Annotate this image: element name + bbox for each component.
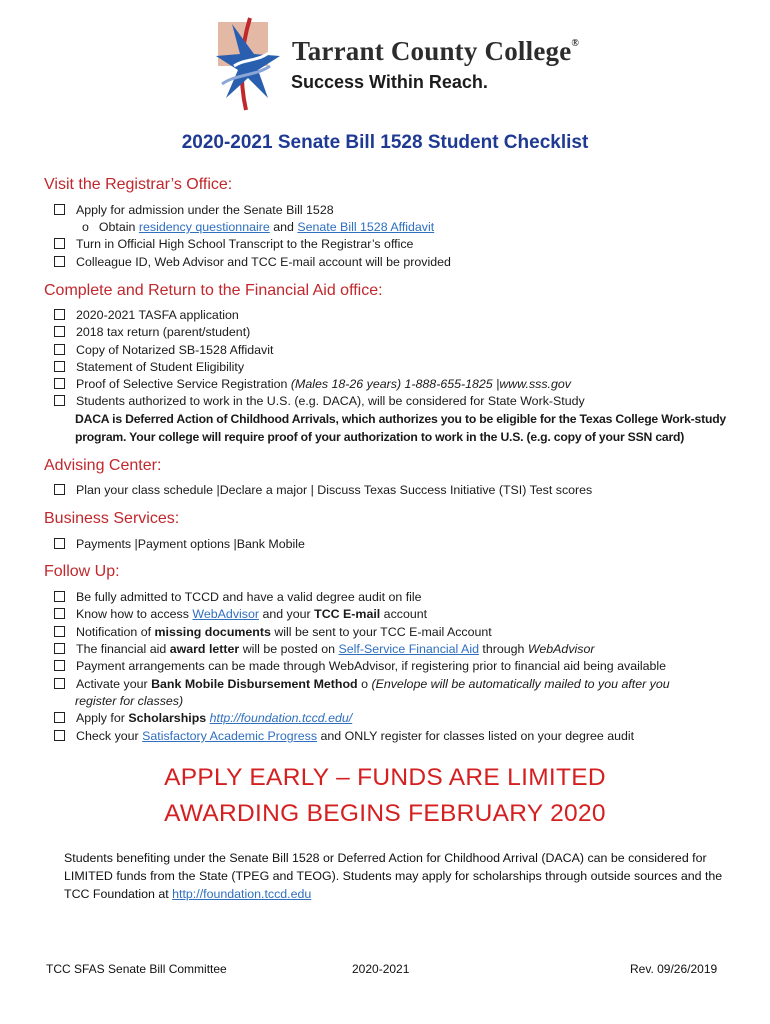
- checkbox-icon: [54, 626, 65, 637]
- checkbox-icon: [54, 204, 65, 215]
- advising-heading: Advising Center:: [44, 457, 162, 474]
- list-item: Proof of Selective Service Registration (Males 18-26 years) 1-888-655-1825 |www.sss.gov: [54, 376, 571, 393]
- list-item: Statement of Student Eligibility: [54, 359, 244, 376]
- foundation-url-link[interactable]: http://foundation.tccd.edu: [172, 887, 312, 901]
- checkbox-icon: [54, 309, 65, 320]
- list-item: 2018 tax return (parent/student): [54, 324, 250, 341]
- list-item: Copy of Notarized SB-1528 Affidavit: [54, 342, 273, 359]
- star-swoosh-logo-icon: [212, 14, 284, 112]
- list-item: Payments |Payment options |Bank Mobile: [54, 536, 305, 553]
- list-item: Colleague ID, Web Advisor and TCC E-mail account will be provided: [54, 254, 451, 271]
- list-item: Know how to access WebAdvisor and your TCC E-mail account: [54, 606, 427, 623]
- list-item: Plan your class schedule |Declare a major | Discuss Texas Success Initiative (TSI) Test scores: [54, 482, 592, 499]
- apply-early-banner: APPLY EARLY – FUNDS ARE LIMITED: [164, 764, 606, 791]
- satisfactory-progress-link[interactable]: Satisfactory Academic Progress: [142, 729, 318, 743]
- list-item: Apply for admission under the Senate Bill 1528: [54, 202, 334, 219]
- residency-questionnaire-link[interactable]: residency questionnaire: [138, 220, 270, 234]
- checkbox-icon: [54, 538, 65, 549]
- list-item-continuation: register for classes): [75, 694, 184, 708]
- list-item: Be fully admitted to TCCD and have a valid degree audit on file: [54, 589, 422, 606]
- list-item: Activate your Bank Mobile Disbursement Method o (Envelope will be automatically mailed to you after you: [54, 676, 670, 693]
- financial-aid-heading: Complete and Return to the Financial Aid office:: [44, 282, 383, 299]
- tcc-logo: [212, 14, 580, 112]
- follow-up-heading: Follow Up:: [44, 563, 120, 580]
- awarding-banner: AWARDING BEGINS FEBRUARY 2020: [164, 800, 606, 827]
- footer-committee: TCC SFAS Senate Bill Committee: [46, 962, 227, 976]
- checkbox-icon: [54, 484, 65, 495]
- list-item: Apply for Scholarships http://foundation.tccd.edu/: [54, 710, 352, 727]
- checkbox-icon: [54, 660, 65, 671]
- list-item: 2020-2021 TASFA application: [54, 307, 239, 324]
- affidavit-link[interactable]: Senate Bill 1528 Affidavit: [297, 220, 435, 234]
- foundation-link[interactable]: http://foundation.tccd.edu/: [209, 711, 353, 725]
- list-item: Turn in Official High School Transcript to the Registrar’s office: [54, 236, 413, 253]
- checkbox-icon: [54, 678, 65, 689]
- daca-note-line: program. Your college will require proof of your authorization to work in the U.S. (e.g. copy of your SSN card): [75, 430, 685, 444]
- checkbox-icon: [54, 238, 65, 249]
- checkbox-icon: [54, 326, 65, 337]
- list-item: Notification of missing documents will be sent to your TCC E-mail Account: [54, 624, 492, 641]
- list-item: Payment arrangements can be made through WebAdvisor, if registering prior to financial aid being available: [54, 658, 666, 675]
- business-heading: Business Services:: [44, 510, 180, 527]
- checkbox-icon: [54, 344, 65, 355]
- checkbox-icon: [54, 730, 65, 741]
- registrar-heading: Visit the Registrar’s Office:: [44, 176, 233, 193]
- list-item: The financial aid award letter will be posted on Self-Service Financial Aid through WebAdvisor: [54, 641, 594, 658]
- list-item: Check your Satisfactory Academic Progress and ONLY register for classes listed on your degree audit: [54, 728, 634, 745]
- daca-note-line: DACA is Deferred Action of Childhood Arrivals, which authorizes you to be eligible for the Texas College Work-study: [75, 412, 727, 426]
- webadvisor-link[interactable]: WebAdvisor: [192, 607, 259, 621]
- eligibility-note: Students benefiting under the Senate Bill 1528 or Deferred Action for Childhood Arrival (DACA) can be considered for LIMITED funds from the State (TPEG and TEOG). Students may apply for scholarships through outside sources and the TCC Foundation at http://foundation.tccd.edu: [64, 851, 723, 901]
- self-service-financial-aid-link[interactable]: Self-Service Financial Aid: [338, 642, 479, 656]
- checkbox-icon: [54, 608, 65, 619]
- footer-revision: Rev. 09/26/2019: [630, 962, 718, 976]
- list-item: o Obtain residency questionnaire and Senate Bill 1528 Affidavit: [82, 220, 435, 234]
- checkbox-icon: [54, 643, 65, 654]
- page-title: 2020-2021 Senate Bill 1528 Student Checklist: [181, 132, 589, 153]
- footer-year: 2020-2021: [352, 962, 410, 976]
- checkbox-icon: [54, 256, 65, 267]
- checkbox-icon: [54, 378, 65, 389]
- checkbox-icon: [54, 591, 65, 602]
- list-item: Students authorized to work in the U.S. (e.g. DACA), will be considered for State Work-Study: [54, 393, 585, 410]
- college-name: Tarrant County College®: [292, 36, 580, 66]
- checkbox-icon: [54, 712, 65, 723]
- checkbox-icon: [54, 395, 65, 406]
- college-tagline: Success Within Reach.: [291, 72, 488, 92]
- checkbox-icon: [54, 361, 65, 372]
